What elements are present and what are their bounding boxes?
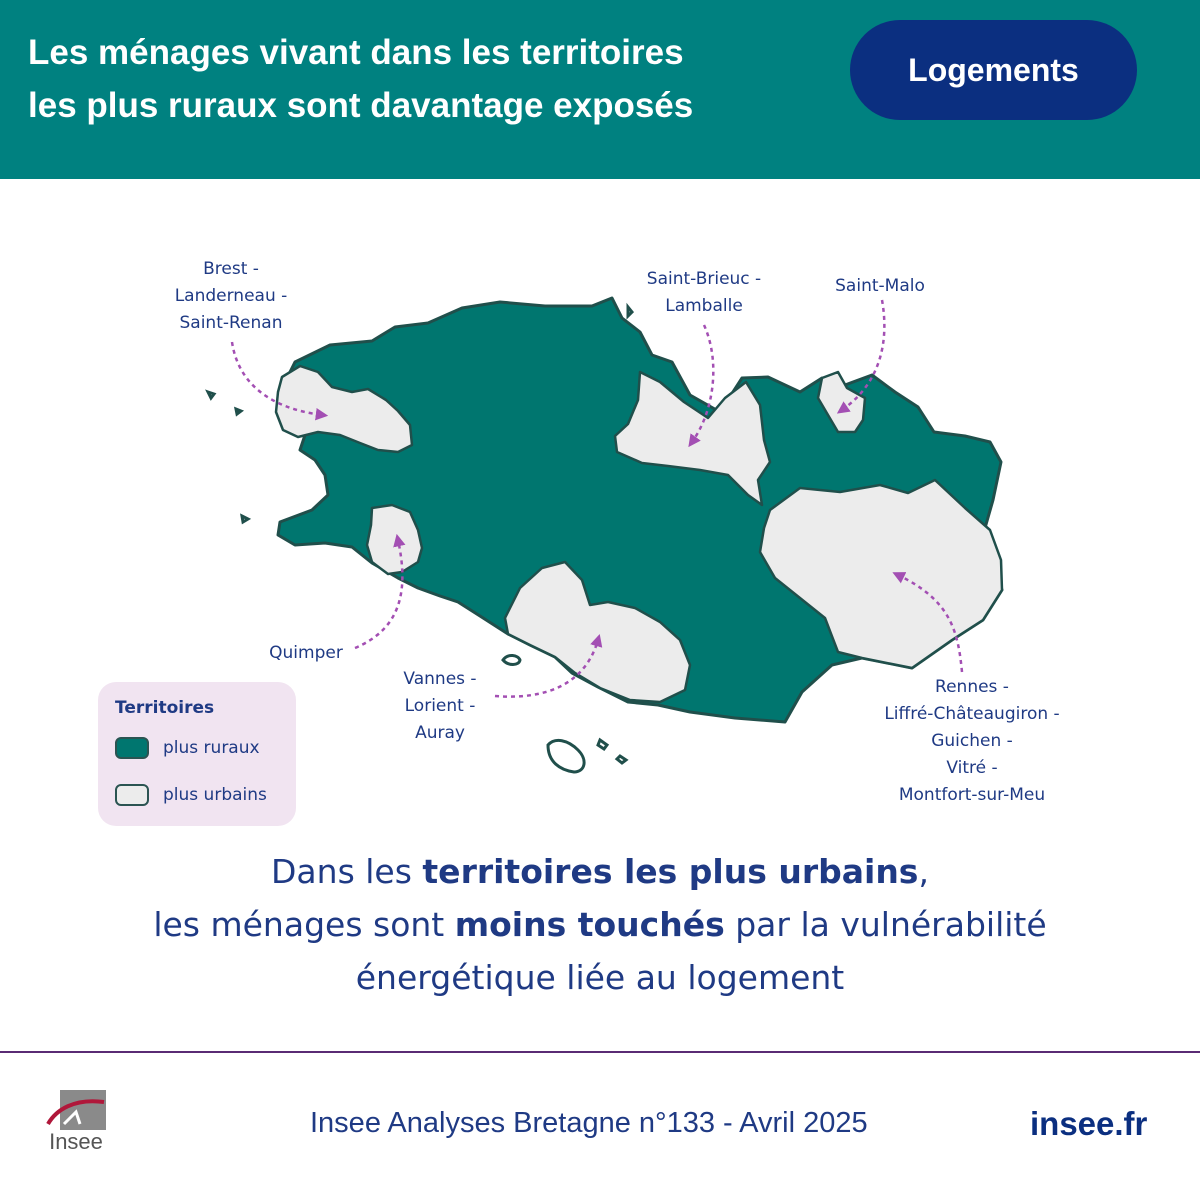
map-caption: [0, 845, 1200, 1004]
legend-label-urban: plus urbains: [163, 785, 267, 805]
caption-line-2-start: les ménages sont: [153, 905, 455, 944]
caption-line-2-end: par la vulnérabilité: [724, 905, 1047, 944]
caption-line-1: [0, 845, 1200, 898]
label-brest-line-3: Saint-Renan: [179, 313, 283, 333]
label-vannes-line-1: Vannes -: [403, 669, 477, 689]
site-link[interactable]: insee.fr: [1030, 1105, 1148, 1142]
legend-item-rural: [115, 737, 260, 759]
legend-swatch-rural: [115, 737, 149, 759]
label-rennes-line-2: Liffré-Châteaugiron -: [884, 704, 1060, 724]
caption-line-3: énergétique liée au logement: [355, 958, 845, 997]
island-hoedic: [617, 756, 626, 763]
caption-line-1-start: Dans les: [271, 852, 423, 891]
label-vannes: [385, 666, 495, 747]
footer-divider: [0, 1051, 1200, 1053]
label-saint-brieuc-line-2: Lamballe: [665, 296, 743, 316]
island-ouessant: [208, 392, 214, 398]
island-belle-ile: [548, 740, 584, 772]
map-legend: [98, 682, 296, 826]
legend-title: Territoires: [115, 698, 215, 718]
label-saint-malo-line-1: Saint-Malo: [835, 276, 925, 296]
caption-line-1-emphasis: territoires les plus urbains: [422, 852, 919, 891]
label-saint-malo: [810, 273, 950, 300]
label-vannes-line-3: Auray: [415, 723, 465, 743]
label-brest-line-2: Landerneau -: [174, 286, 288, 306]
label-rennes-line-5: Montfort-sur-Meu: [898, 785, 1046, 805]
publication-reference: Insee Analyses Bretagne n°133 - Avril 2025: [310, 1107, 868, 1139]
island-houat: [598, 740, 607, 749]
island-molene: [236, 409, 241, 414]
legend-label-rural: plus ruraux: [163, 738, 260, 758]
island-sein: [242, 516, 248, 522]
insee-logo-text: Insee: [49, 1129, 103, 1154]
label-brest-line-1: Brest -: [203, 259, 259, 279]
category-badge: Logements: [850, 20, 1137, 120]
label-quimper: [247, 640, 365, 667]
title-line-2: les plus ruraux sont davantage exposés: [28, 86, 694, 125]
label-rennes-line-1: Rennes -: [935, 677, 1009, 697]
caption-line-2: [0, 898, 1200, 951]
label-quimper-line-1: Quimper: [269, 643, 343, 663]
island-groix: [503, 655, 520, 664]
header-banner: [0, 0, 1200, 179]
label-rennes-line-3: Guichen -: [931, 731, 1013, 751]
caption-line-2-emphasis: moins touchés: [454, 905, 725, 944]
label-vannes-line-2: Lorient -: [404, 696, 476, 716]
legend-swatch-urban: [115, 784, 149, 806]
legend-item-urban: [115, 784, 267, 806]
label-brest: [145, 256, 317, 337]
title-line-1: Les ménages vivant dans les territoires: [28, 33, 684, 72]
page-title: [28, 26, 693, 132]
label-rennes: [862, 674, 1082, 809]
label-rennes-line-4: Vitré -: [946, 758, 998, 778]
label-saint-brieuc-line-1: Saint-Brieuc -: [646, 269, 762, 289]
caption-line-1-end: ,: [918, 852, 929, 891]
label-saint-brieuc: [618, 266, 790, 320]
